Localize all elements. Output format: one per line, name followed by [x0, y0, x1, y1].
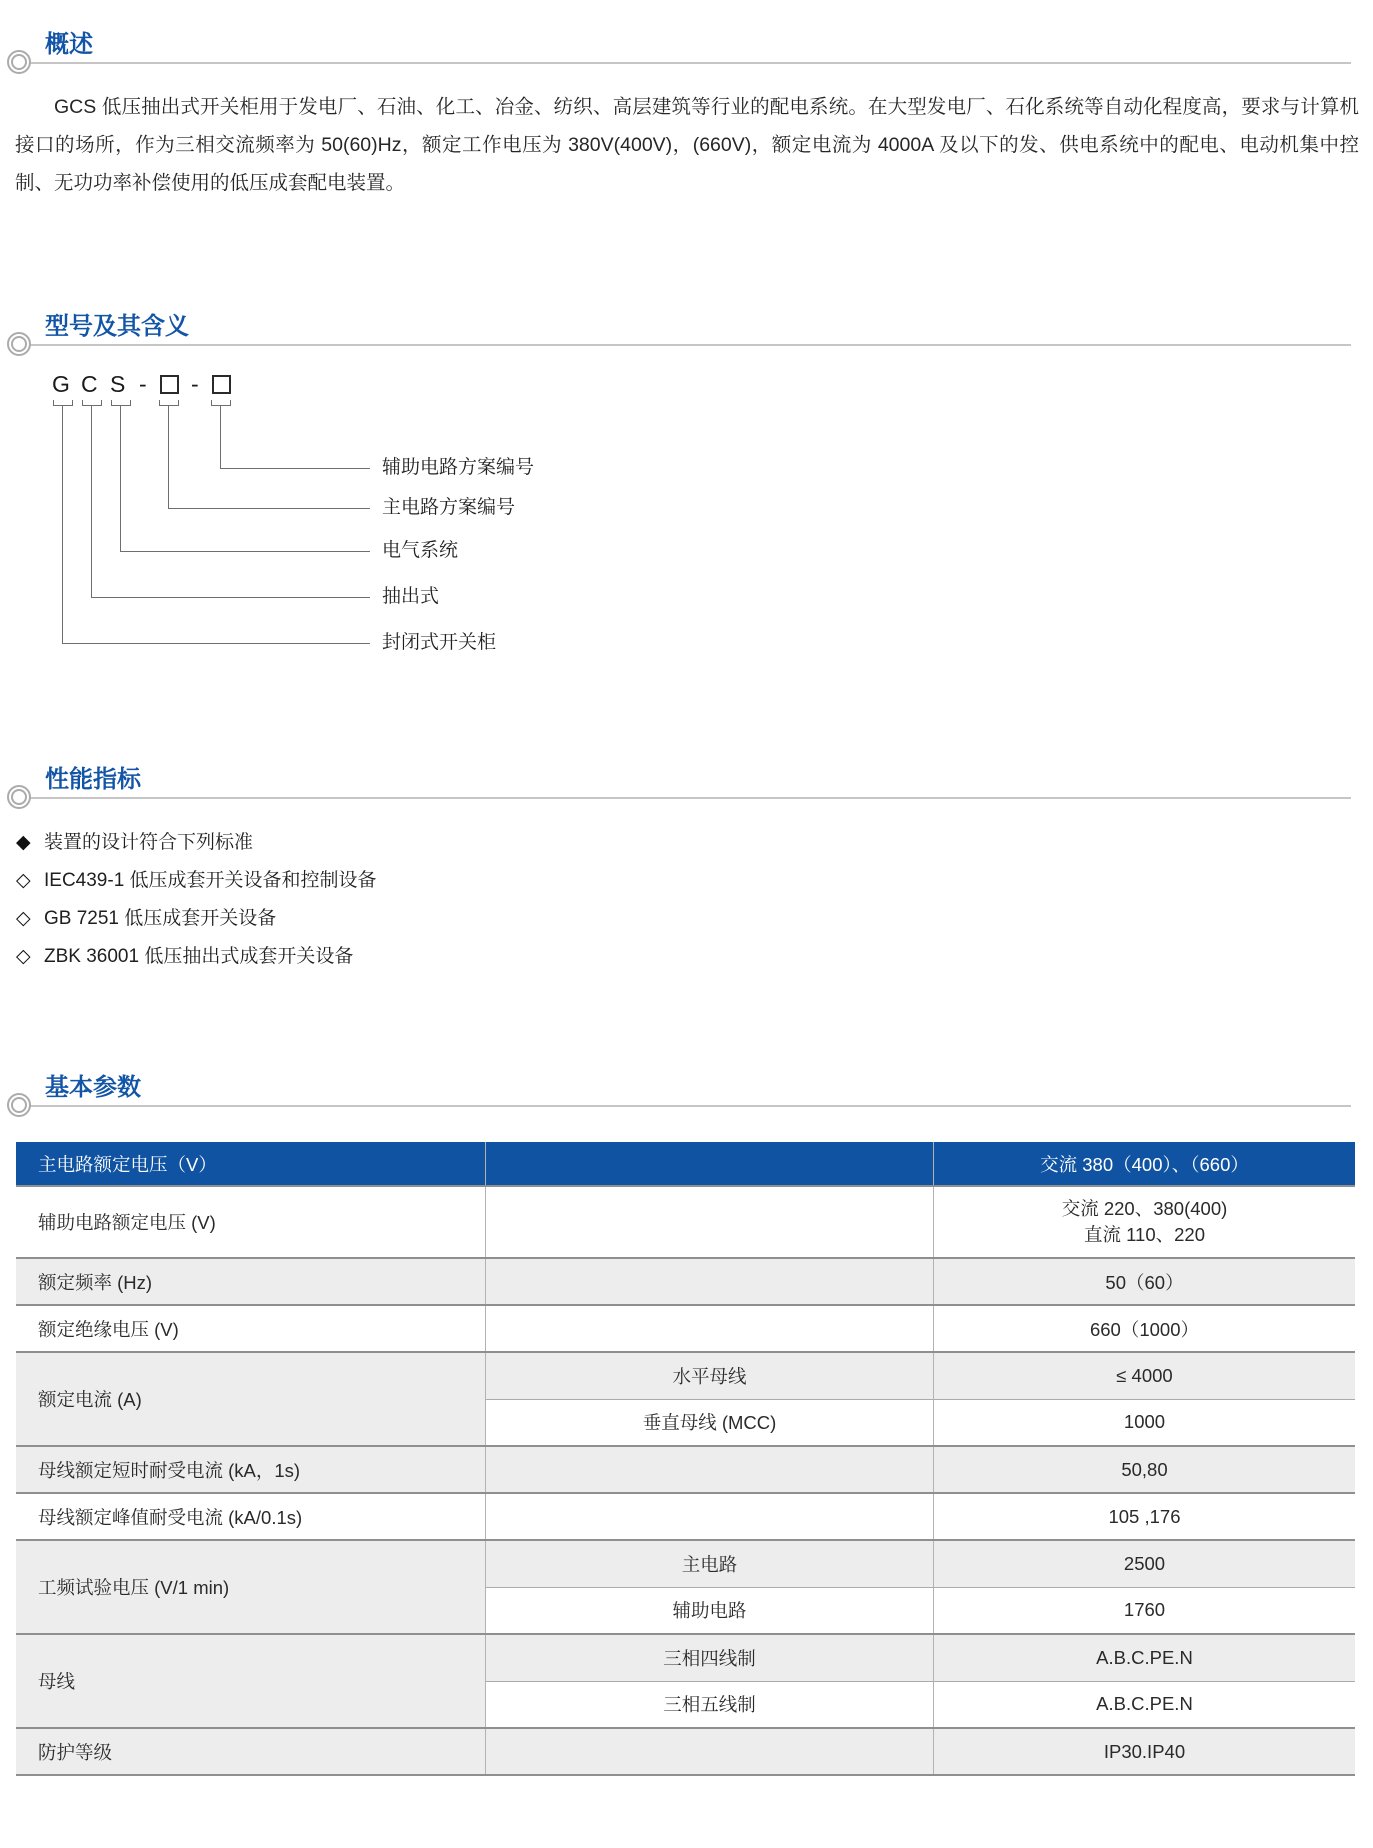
- param-subname: 三相四线制: [486, 1634, 934, 1681]
- param-value: IP30.IP40: [934, 1728, 1356, 1775]
- param-value: ≤ 4000: [934, 1352, 1356, 1399]
- diagram-tick: [211, 400, 231, 406]
- diagram-connector-line: [91, 597, 370, 598]
- list-item: [16, 862, 1216, 900]
- param-label: 防护等级: [16, 1728, 486, 1775]
- diamond-hollow-icon: ◇: [16, 908, 31, 929]
- model-label-electric-system: 电气系统: [382, 540, 459, 561]
- list-item-text: IEC439-1 低压成套开关设备和控制设备: [44, 870, 377, 891]
- diagram-connector-line: [91, 405, 92, 597]
- param-subname: 水平母线: [486, 1352, 934, 1399]
- param-subcell: [486, 1258, 934, 1305]
- diagram-connector-line: [120, 405, 121, 551]
- param-label: 主电路额定电压（V）: [16, 1142, 486, 1186]
- diagram-tick: [82, 400, 102, 406]
- section-rule: [30, 344, 1351, 346]
- param-value: 交流 380（400）、（660）: [934, 1142, 1356, 1186]
- param-value: [934, 1186, 1356, 1258]
- list-item-text: 装置的设计符合下列标准: [44, 832, 254, 853]
- diagram-tick: [159, 400, 179, 406]
- param-subname: 三相五线制: [486, 1681, 934, 1728]
- overview-paragraph: GCS 低压抽出式开关柜用于发电厂、石油、化工、冶金、纺织、高层建筑等行业的配电系统。在大型发电厂、石化系统等自动化程度高，要求与计算机接口的场所，作为三相交流频率为 50(60)Hz，额定工作电压为 380V(400V)，(660V)，额定电流为 4000A 及以下的发、供电系统中的配电、电动机集中控制、无功功率补偿使用的低压成套配电装置。: [15, 96, 1359, 194]
- param-label: 母线额定短时耐受电流 (kA，1s): [16, 1446, 486, 1493]
- model-code-dash: -: [139, 371, 147, 397]
- section-ring-icon: [7, 332, 31, 356]
- model-label-withdrawable: 抽出式: [382, 586, 440, 607]
- performance-list: [16, 824, 1216, 976]
- diamond-hollow-icon: ◇: [16, 870, 31, 891]
- diagram-connector-line: [220, 405, 221, 468]
- parameters-table: [16, 1142, 1355, 1776]
- table-row: [16, 1446, 1355, 1493]
- table-row: [16, 1634, 1355, 1681]
- param-value: 1000: [934, 1399, 1356, 1446]
- param-label: 额定频率 (Hz): [16, 1258, 486, 1305]
- param-subname: 辅助电路: [486, 1587, 934, 1634]
- section-ring-icon: [7, 50, 31, 74]
- param-value: 1760: [934, 1587, 1356, 1634]
- table-row: [16, 1305, 1355, 1352]
- section-title-overview: 概述: [45, 31, 93, 58]
- model-code-letter: C: [81, 371, 98, 397]
- table-row: [16, 1142, 1355, 1186]
- diamond-filled-icon: ◆: [16, 832, 31, 853]
- param-label: 母线额定峰值耐受电流 (kA/0.1s): [16, 1493, 486, 1540]
- list-item-text: GB 7251 低压成套开关设备: [44, 908, 277, 929]
- diagram-connector-line: [120, 551, 370, 552]
- param-label: 母线: [16, 1634, 486, 1728]
- diagram-connector-line: [168, 405, 169, 508]
- table-row: [16, 1540, 1355, 1587]
- param-value: 50（60）: [934, 1258, 1356, 1305]
- model-placeholder-box: [212, 375, 231, 394]
- param-subcell: [486, 1186, 934, 1258]
- model-code-diagram: [0, 370, 1373, 690]
- param-label: 辅助电路额定电压 (V): [16, 1186, 486, 1258]
- param-value: A.B.C.PE.N: [934, 1634, 1356, 1681]
- diagram-connector-line: [220, 468, 370, 469]
- param-subcell: [486, 1305, 934, 1352]
- param-subname: 主电路: [486, 1540, 934, 1587]
- table-row: [16, 1186, 1355, 1258]
- model-code-dash: -: [191, 371, 199, 397]
- list-item: [16, 900, 1216, 938]
- list-item: [16, 824, 1216, 862]
- model-placeholder-box: [160, 375, 179, 394]
- diagram-connector-line: [62, 405, 63, 643]
- table-row: [16, 1258, 1355, 1305]
- section-title-parameters: 基本参数: [45, 1074, 141, 1101]
- param-value-line: 直流 110、220: [1083, 1224, 1205, 1245]
- section-rule: [30, 797, 1351, 799]
- param-value: 50,80: [934, 1446, 1356, 1493]
- section-ring-icon: [7, 1093, 31, 1117]
- param-label: 额定电流 (A): [16, 1352, 486, 1446]
- diamond-hollow-icon: ◇: [16, 946, 31, 967]
- model-label-enclosed-switchgear: 封闭式开关柜: [382, 632, 497, 653]
- param-subcell: [486, 1446, 934, 1493]
- diagram-connector-line: [168, 508, 370, 509]
- section-rule: [30, 1105, 1351, 1107]
- section-rule: [30, 62, 1351, 64]
- list-item-text: ZBK 36001 低压抽出式成套开关设备: [44, 946, 354, 967]
- model-label-aux-scheme: 辅助电路方案编号: [382, 457, 535, 478]
- param-subcell: [486, 1142, 934, 1186]
- model-label-main-scheme: 主电路方案编号: [382, 497, 516, 518]
- section-title-performance: 性能指标: [45, 766, 141, 793]
- param-label: 额定绝缘电压 (V): [16, 1305, 486, 1352]
- param-value-line: 交流 220、380(400): [1061, 1198, 1228, 1219]
- model-code-letter: G: [52, 371, 70, 397]
- param-subname: 垂直母线 (MCC): [486, 1399, 934, 1446]
- list-item: [16, 938, 1216, 976]
- diagram-tick: [111, 400, 131, 406]
- param-label: 工频试验电压 (V/1 min): [16, 1540, 486, 1634]
- param-value: 105 ,176: [934, 1493, 1356, 1540]
- model-code-letter: S: [110, 371, 126, 397]
- param-value: 2500: [934, 1540, 1356, 1587]
- diagram-connector-line: [62, 643, 370, 644]
- table-row: [16, 1493, 1355, 1540]
- diagram-tick: [53, 400, 73, 406]
- table-row: [16, 1728, 1355, 1775]
- param-value: A.B.C.PE.N: [934, 1681, 1356, 1728]
- section-ring-icon: [7, 785, 31, 809]
- param-subcell: [486, 1493, 934, 1540]
- table-row: [16, 1352, 1355, 1399]
- param-subcell: [486, 1728, 934, 1775]
- section-title-model: 型号及其含义: [45, 313, 189, 340]
- param-value: 660（1000）: [934, 1305, 1356, 1352]
